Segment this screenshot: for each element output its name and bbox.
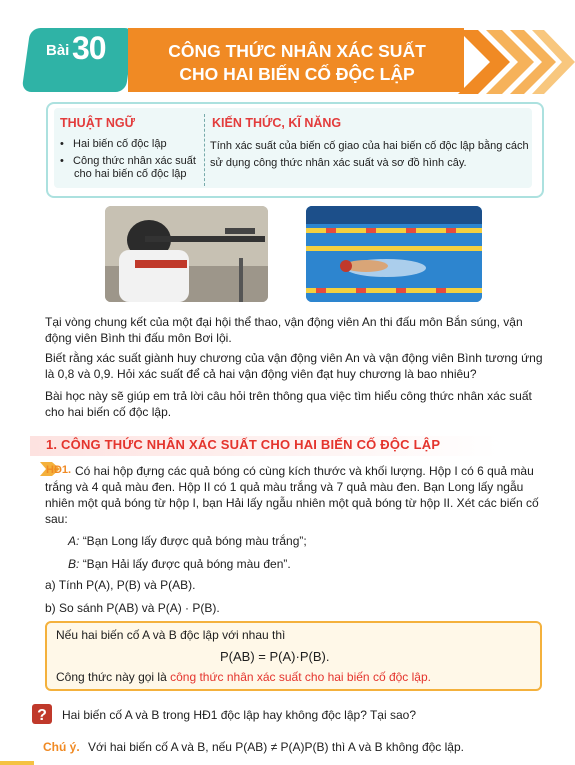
terms-heading: THUẬT NGỮ [60,116,135,130]
term-item: • Hai biến cố độc lập [60,138,167,150]
term-item-cont: cho hai biến cố độc lập [74,168,187,180]
activity-label: HĐ1. [46,464,72,476]
note-text: Với hai biến cố A và B, nếu P(AB) ≠ P(A)P(B) thì A và B không độc lập. [88,740,464,754]
intro-paragraph-1: Tại vòng chung kết của một đại hội thể thao, vận động viên An thi đấu môn Bắn súng, vận động viên Bình thi đấu môn Bơi lội. [45,315,523,345]
theorem-line-3: Công thức này gọi là công thức nhân xác suất cho hai biến cố độc lập. [56,670,431,684]
question-a: a) Tính P(A), P(B) và P(AB). [45,578,196,592]
skills-text: Tính xác suất của biến cố giao của hai biến cố độc lập bằng cách sử dụng công thức nhân xác suất và sơ đồ hình cây. [210,140,529,169]
shooting-photo [105,206,268,302]
event-a: A: “Bạn Long lấy được quả bóng màu trắng”; [68,534,307,548]
divider [204,114,206,186]
chevron-decoration-icon [458,30,575,94]
term-item: • Công thức nhân xác suất [60,155,196,167]
lesson-number: 30 [72,30,106,66]
intro-paragraph-2: Biết rằng xác suất giành huy chương của vận động viên An và vận động viên Bình tương ứng là 0,8 và 0,9. Hỏi xác suất để cả hai vận động viên đạt huy chương là bao nhiêu? [45,351,543,381]
note-label: Chú ý. [43,740,80,754]
lesson-title: CÔNG THỨC NHÂN XÁC SUẤT CHO HAI BIẾN CỐ ĐỘC LẬP [168,41,426,84]
lesson-badge-word: Bài [46,42,70,59]
skills-heading: KIẾN THỨC, KĨ NĂNG [212,116,342,130]
intro-paragraph-3: Bài học này sẽ giúp em trả lời câu hỏi trên thông qua việc tìm hiểu công thức nhân xác suất cho hai biến cố độc lập. [45,389,532,419]
activity-text: Có hai hộp đựng các quả bóng có cùng kích thước và khối lượng. Hộp I có 6 quả màu trắng và 4 quả màu đen. Hộp II có 1 quả màu trắng và 7 quả màu đen. Bạn Long lấy ngẫu nhiên một quả bóng từ hộp I, bạn Hải lấy ngẫu nhiên một quả bóng từ hộp II. Xét các biến cố sau: [45,464,539,526]
section-heading: 1. CÔNG THỨC NHÂN XÁC SUẤT CHO HAI BIẾN CỐ ĐỘC LẬP [46,437,441,452]
theorem-line-1: Nếu hai biến cố A và B độc lập với nhau thì [56,628,286,642]
event-b: B: “Bạn Hải lấy được quả bóng màu đen”. [68,557,291,571]
footer-strip [0,761,34,765]
swimming-photo [306,206,482,302]
discussion-question: Hai biến cố A và B trong HĐ1 độc lập hay không độc lập? Tại sao? [62,708,417,722]
lesson-header [0,16,575,82]
question-mark-icon [32,702,54,724]
svg-text:?: ? [37,707,47,724]
formula: P(AB) = P(A)·P(B). [220,649,330,664]
question-b: b) So sánh P(AB) và P(A) · P(B). [45,601,220,615]
